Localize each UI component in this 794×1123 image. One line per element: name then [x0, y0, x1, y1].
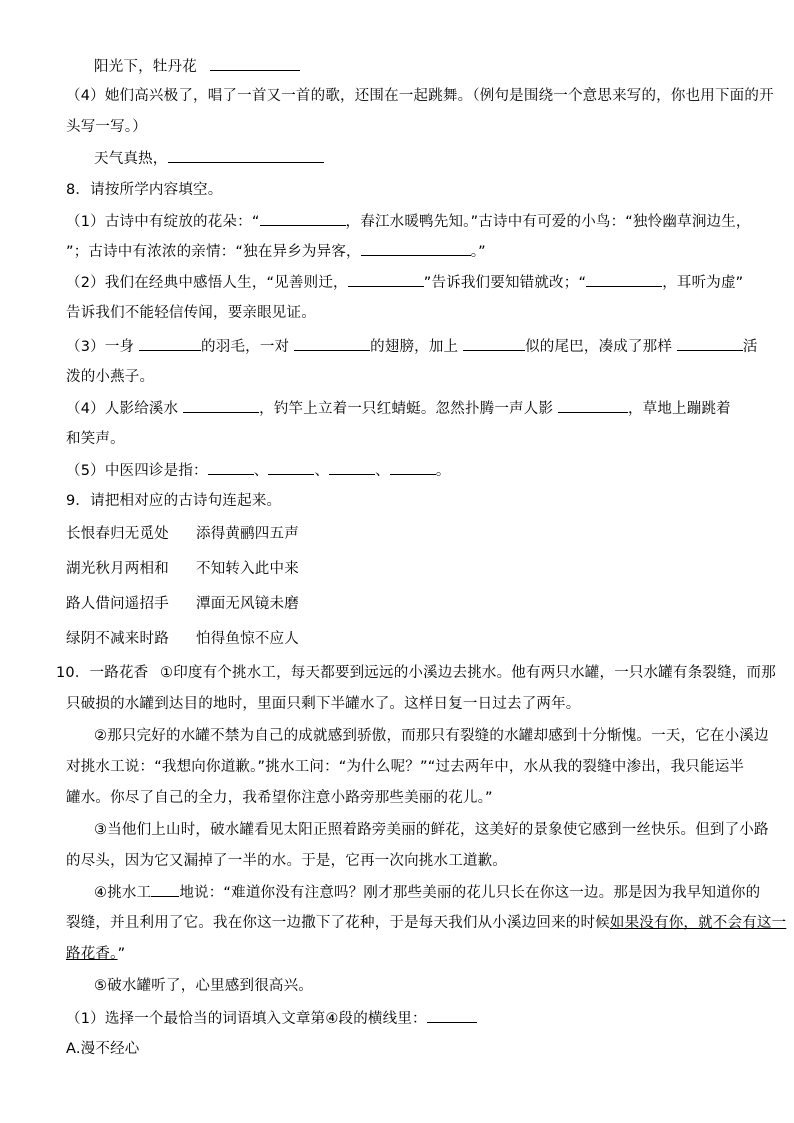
answer-blank[interactable]	[586, 272, 662, 287]
answer-blank[interactable]	[329, 460, 375, 475]
q8-item-4: （4）人影给溪水 ，钓竿上立着一只红蜻蜓。忽然扑腾一声人影 ，草地上蹦跳着	[66, 398, 731, 419]
underlined-sentence: 如果没有你，就不会有这一	[609, 915, 787, 931]
q8-item-3: （3）一身 的羽毛，一对 的翅膀，加上 似的尾巴，凑成了那样 活	[66, 336, 758, 357]
q8-item-3-cont: 泼的小燕子。	[66, 369, 155, 385]
q7-question-4: （4）她们高兴极了，唱了一首又一首的歌，还围在一起跳舞。（例句是围绕一个意思来写的，你也用下面的开	[66, 88, 774, 104]
underlined-sentence-end: 路花香。	[66, 946, 118, 962]
q10-title: 10．一路花香	[56, 665, 149, 681]
answer-blank[interactable]	[390, 460, 436, 475]
q9-right-1[interactable]: 添得黄鹂四五声	[196, 526, 299, 542]
q8-item-2: （2）我们在经典中感悟人生，“见善则迁， ”告诉我们要知错就改；“ ，耳听为虚”	[66, 272, 743, 293]
q10-para-2-cont-1: 对挑水工说：“我想向你道歉。”挑水工问：“为什么呢？”“过去两年中，水从我的裂缝中渗出，我只能运半	[66, 759, 745, 775]
q7-question-4-cont: 头写一写。）	[66, 119, 147, 135]
q8-item-5: （5）中医四诊是指： 、 、 、 。	[66, 460, 451, 481]
answer-blank[interactable]	[463, 336, 525, 351]
q8-item-2-cont: 告诉我们不能轻信传闻，要亲眼见证。	[66, 305, 316, 321]
q10-para-3-cont: 的尽头，因为它又漏掉了一半的水。于是，它再一次向挑水工道歉。	[66, 853, 507, 869]
q9-left-3[interactable]: 路人借问遥招手	[66, 596, 169, 612]
q7-line-peony: 阳光下，牡丹花	[94, 56, 300, 77]
q10-para-2: ②那只完好的水罐不禁为自己的成就感到骄傲，而那只有裂缝的水罐却感到十分惭愧。一天，它在小溪边	[94, 728, 769, 744]
q10-para-5: ⑤破水罐听了，心里感到很高兴。	[94, 978, 313, 994]
q10-para-4: ④挑水工 地说：“难道你没有注意吗？刚才那些美丽的花儿只长在你这一边。那是因为我早知道你的	[94, 882, 760, 903]
answer-blank[interactable]	[348, 272, 424, 287]
answer-blank[interactable]	[151, 882, 179, 897]
q10-para-1-cont: 只破损的水罐到达目的地时，里面只剩下半罐水了。这样日复一日过去了两年。	[66, 696, 581, 712]
q10-option-a[interactable]: A.漫不经心	[66, 1041, 140, 1057]
answer-blank[interactable]	[168, 148, 324, 163]
q9-left-2[interactable]: 湖光秋月两相和	[66, 561, 169, 577]
q9-right-3[interactable]: 潭面无风镜未磨	[196, 596, 299, 612]
q10-para-4-cont-2: 路花香。”	[66, 946, 126, 962]
q7-line-weather: 天气真热，	[94, 148, 324, 169]
q9-left-1[interactable]: 长恨春归无觅处	[66, 526, 169, 542]
answer-blank[interactable]	[139, 336, 201, 351]
q9-right-4[interactable]: 怕得鱼惊不应人	[196, 631, 299, 647]
q10-sub-question-1: （1）选择一个最恰当的词语填入文章第④段的横线里：	[66, 1008, 477, 1029]
q8-item-1-cont: ”；古诗中有浓浓的亲情：“独在异乡为异客， 。”	[66, 241, 486, 262]
answer-blank[interactable]	[183, 398, 259, 413]
q8-item-4-cont: 和笑声。	[66, 431, 125, 447]
answer-blank[interactable]	[210, 56, 300, 71]
answer-blank[interactable]	[260, 211, 346, 226]
q8-item-1: （1）古诗中有绽放的花朵：“ ，春江水暖鸭先知。”古诗中有可爱的小鸟：“独怜幽草涧边生，	[66, 211, 751, 232]
answer-blank[interactable]	[558, 398, 628, 413]
q10-para-2-cont-2: 罐水。你尽了自己的全力，我希望你注意小路旁那些美丽的花儿。”	[66, 790, 493, 806]
q10-para-4-cont-1: 裂缝，并且利用了它。我在你这一边撒下了花种，于是每天我们从小溪边回来的时候如果没有你，就不会有这一	[66, 915, 787, 931]
q10-para-1: ①印度有个挑水工，每天都要到远远的小溪边去挑水。他有两只水罐，一只水罐有条裂缝，而那	[160, 665, 776, 681]
answer-blank[interactable]	[268, 460, 314, 475]
q9-title: 9．请把相对应的古诗句连起来。	[66, 493, 282, 509]
q10-para-3: ③当他们上山时，破水罐看见太阳正照着路旁美丽的鲜花，这美好的景象使它感到一丝快乐。但到了小路	[94, 822, 769, 838]
q8-title: 8．请按所学内容填空。	[66, 182, 223, 198]
answer-blank[interactable]	[294, 336, 370, 351]
q9-right-2[interactable]: 不知转入此中来	[196, 561, 299, 577]
q9-left-4[interactable]: 绿阴不减来时路	[66, 631, 169, 647]
answer-blank[interactable]	[677, 336, 743, 351]
answer-blank[interactable]	[208, 460, 254, 475]
answer-blank[interactable]	[361, 241, 471, 256]
answer-blank[interactable]	[427, 1008, 477, 1023]
